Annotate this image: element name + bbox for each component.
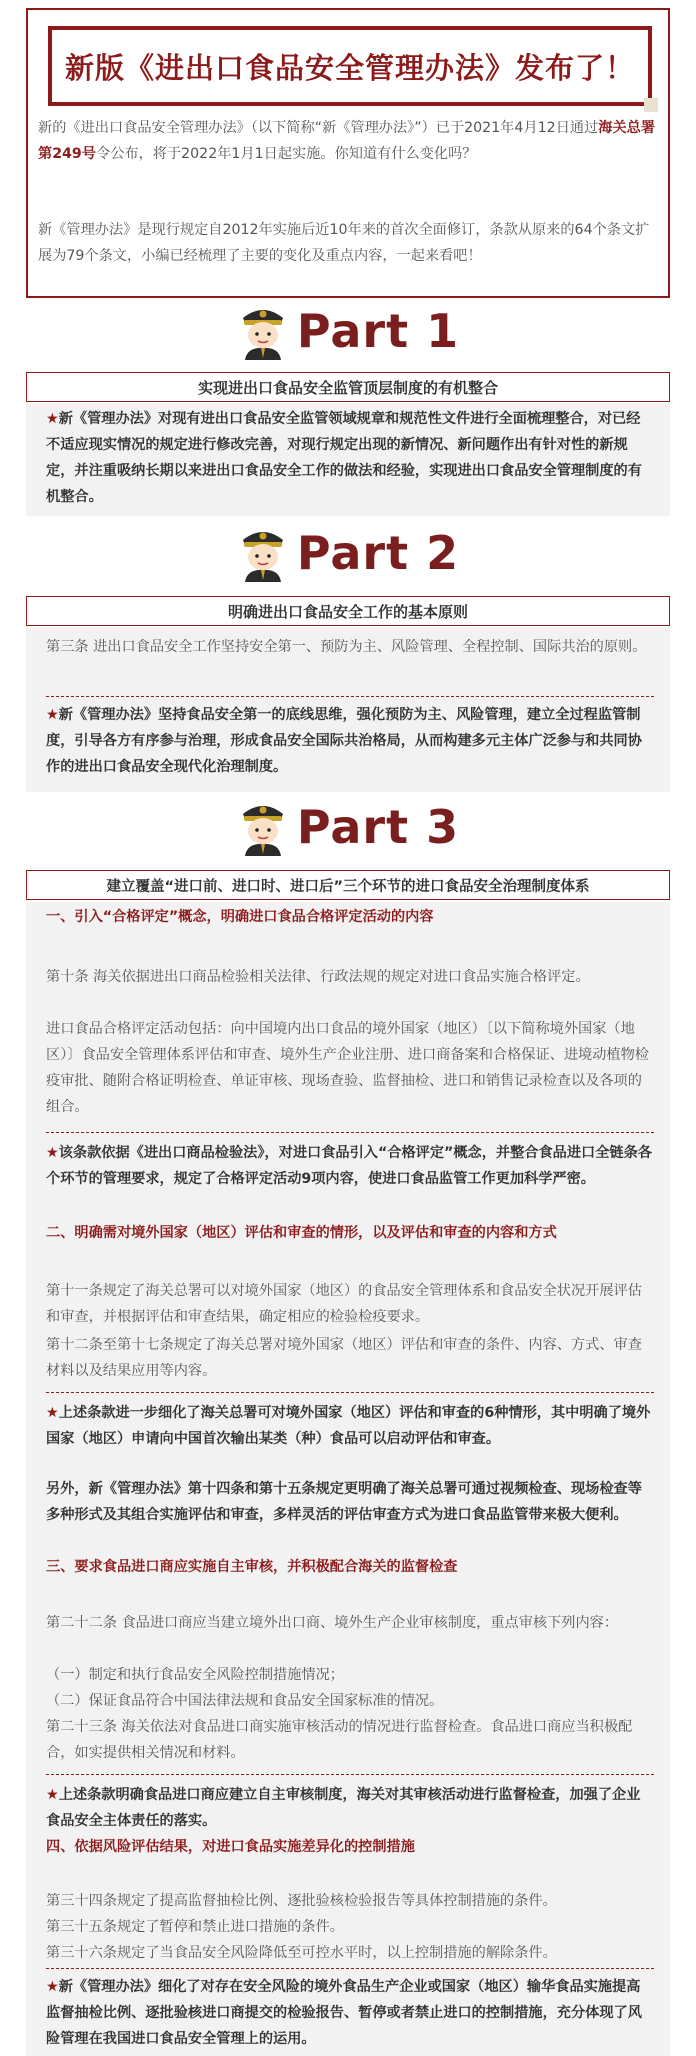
part-3-label: Part 3: [296, 800, 460, 854]
article-22-item-2: （二）保证食品符合中国法律法规和食品安全国家标准的情况。: [46, 1693, 444, 1709]
extra-note: 另外，新《管理办法》第十四条和第十五条规定更明确了海关总署可通过视频检查、现场检查等多种形式及其组合实施评估和审查，多样灵活的评估审查方式为进口食品监管带来极大便利。: [46, 1481, 642, 1523]
article-23: 第二十三条 海关依法对食品进口商实施审核活动的情况进行监督检查。食品进口商应当积极配合，如实提供相关情况和材料。: [46, 1719, 633, 1761]
customs-officer-icon: [237, 798, 289, 856]
page-title: 新版《进出口食品安全管理办法》发布了！: [64, 50, 635, 85]
note-3: ★上述条款明确食品进口商应建立自主审核制度，海关对其审核活动进行监督检查，加强了企业食品安全主体责任的落实。: [46, 1787, 641, 1829]
divider: [46, 696, 654, 697]
article-10-details: 进口食品合格评定活动包括：向中国境内出口食品的境外国家（地区）〔以下简称境外国家（地区）〕食品安全管理体系评估和审查、境外生产企业注册、进口商备案和合格保证、进境动植物检疫审批、随附合格证明检查、单证审核、现场查验、监督抽检、进口和销售记录检查以及各项的组合。: [46, 1021, 649, 1115]
article-34: 第三十四条规定了提高监督抽检比例、逐批验核检验报告等具体控制措施的条件。: [46, 1893, 557, 1909]
article-35: 第三十五条规定了暂停和禁止进口措施的条件。: [46, 1919, 344, 1935]
divider: [46, 1392, 654, 1393]
section-2-heading: 明确进出口食品安全工作的基本原则: [26, 596, 670, 626]
note-4: ★新《管理办法》细化了对存在安全风险的境外食品生产企业或国家（地区）输华食品实施提高监督抽检比例、逐批验核进口商提交的检验报告、暂停或者禁止进口的控制措施，充分体现了风险管理在我国进口食品安全管理上的运用。: [46, 1979, 642, 2047]
part-1-header: [0, 300, 696, 362]
section-2-body: ★新《管理办法》坚持食品安全第一的底线思维，强化预防为主、风险管理，建立全过程监管制度，引导各方有序参与治理，形成食品安全国际共治格局，从而构建多元主体广泛参与和共同协作的进出口食品安全现代化治理制度。: [46, 707, 642, 775]
part-3-header: [0, 796, 696, 858]
intro-highlight: 海关总署第249号: [38, 120, 656, 162]
part-2-label: Part 2: [296, 526, 460, 580]
intro-paragraph-2: 新《管理办法》是现行规定自2012年实施后近10年来的首次全面修订，条款从原来的64个条文扩展为79个条文，小编已经梳理了主要的变化及重点内容，一起来看吧！: [38, 222, 650, 264]
part-1-label: Part 1: [296, 304, 460, 358]
section-1-block: [26, 404, 670, 516]
section-1-body: ★新《管理办法》对现有进出口食品安全监管领域规章和规范性文件进行全面梳理整合，对已经不适应现实情况的规定进行修改完善，对现行规定出现的新情况、新问题作出有针对性的新规定，并注重吸纳长期以来进出口食品安全工作的做法和经验，实现进出口食品安全管理制度的有机整合。: [46, 411, 642, 505]
customs-officer-icon: [237, 524, 289, 582]
part-2-header: [0, 522, 696, 584]
section-1-heading: 实现进出口食品安全监管顶层制度的有机整合: [26, 372, 670, 402]
article-11: 第十一条规定了海关总署可以对境外国家（地区）的食品安全管理体系和食品安全状况开展评估和审查，并根据评估和审查结果，确定相应的检验检疫要求。: [46, 1283, 642, 1325]
section-3-block: [26, 902, 670, 2056]
subheading-1: 一、引入“合格评定”概念，明确进口食品合格评定活动的内容: [46, 909, 434, 925]
section-3-heading: 建立覆盖“进口前、进口时、进口后”三个环节的进口食品安全治理制度体系: [26, 870, 670, 900]
subheading-4: 四、依据风险评估结果，对进口食品实施差异化的控制措施: [46, 1839, 415, 1855]
intro-card: [26, 8, 670, 298]
article-12-17: 第十二条至第十七条规定了海关总署对境外国家（地区）评估和审查的条件、内容、方式、审查材料以及结果应用等内容。: [46, 1337, 642, 1379]
section-2-article: 第三条 进出口食品安全工作坚持安全第一、预防为主、风险管理、全程控制、国际共治的原则。: [46, 639, 647, 655]
section-2-block: [26, 628, 670, 792]
title-frame: [48, 26, 652, 106]
customs-officer-icon: [237, 302, 289, 360]
article-10: 第十条 海关依据进出口商品检验相关法律、行政法规的规定对进口食品实施合格评定。: [46, 969, 590, 985]
article-22-item-1: （一）制定和执行食品安全风险控制措施情况；: [46, 1667, 344, 1683]
subheading-3: 三、要求食品进口商应实施自主审核，并积极配合海关的监督检查: [46, 1559, 458, 1575]
subheading-2: 二、明确需对境外国家（地区）评估和审查的情形，以及评估和审查的内容和方式: [46, 1225, 557, 1241]
divider: [46, 1132, 654, 1133]
article-36: 第三十六条规定了当食品安全风险降低至可控水平时，以上控制措施的解除条件。: [46, 1945, 557, 1961]
divider: [46, 1774, 654, 1775]
divider: [46, 1968, 654, 1969]
note-2: ★上述条款进一步细化了海关总署可对境外国家（地区）评估和审查的6种情形，其中明确了境外国家（地区）申请向中国首次输出某类（种）食品可以启动评估和审查。: [46, 1405, 651, 1447]
intro-paragraph-1: 新的《进出口食品安全管理办法》（以下简称“新《管理办法》”）已于2021年4月12日通过海关总署第249号令公布，将于2022年1月1日起实施。你知道有什么变化吗？: [38, 120, 656, 162]
article-22: 第二十二条 食品进口商应当建立境外出口商、境外生产企业审核制度，重点审核下列内容：: [46, 1615, 619, 1631]
note-1: ★该条款依据《进出口商品检验法》，对进口食品引入“合格评定”概念，并整合食品进口全链条各个环节的管理要求，规定了合格评定活动9项内容，使进口食品监管工作更加科学严密。: [46, 1145, 652, 1187]
